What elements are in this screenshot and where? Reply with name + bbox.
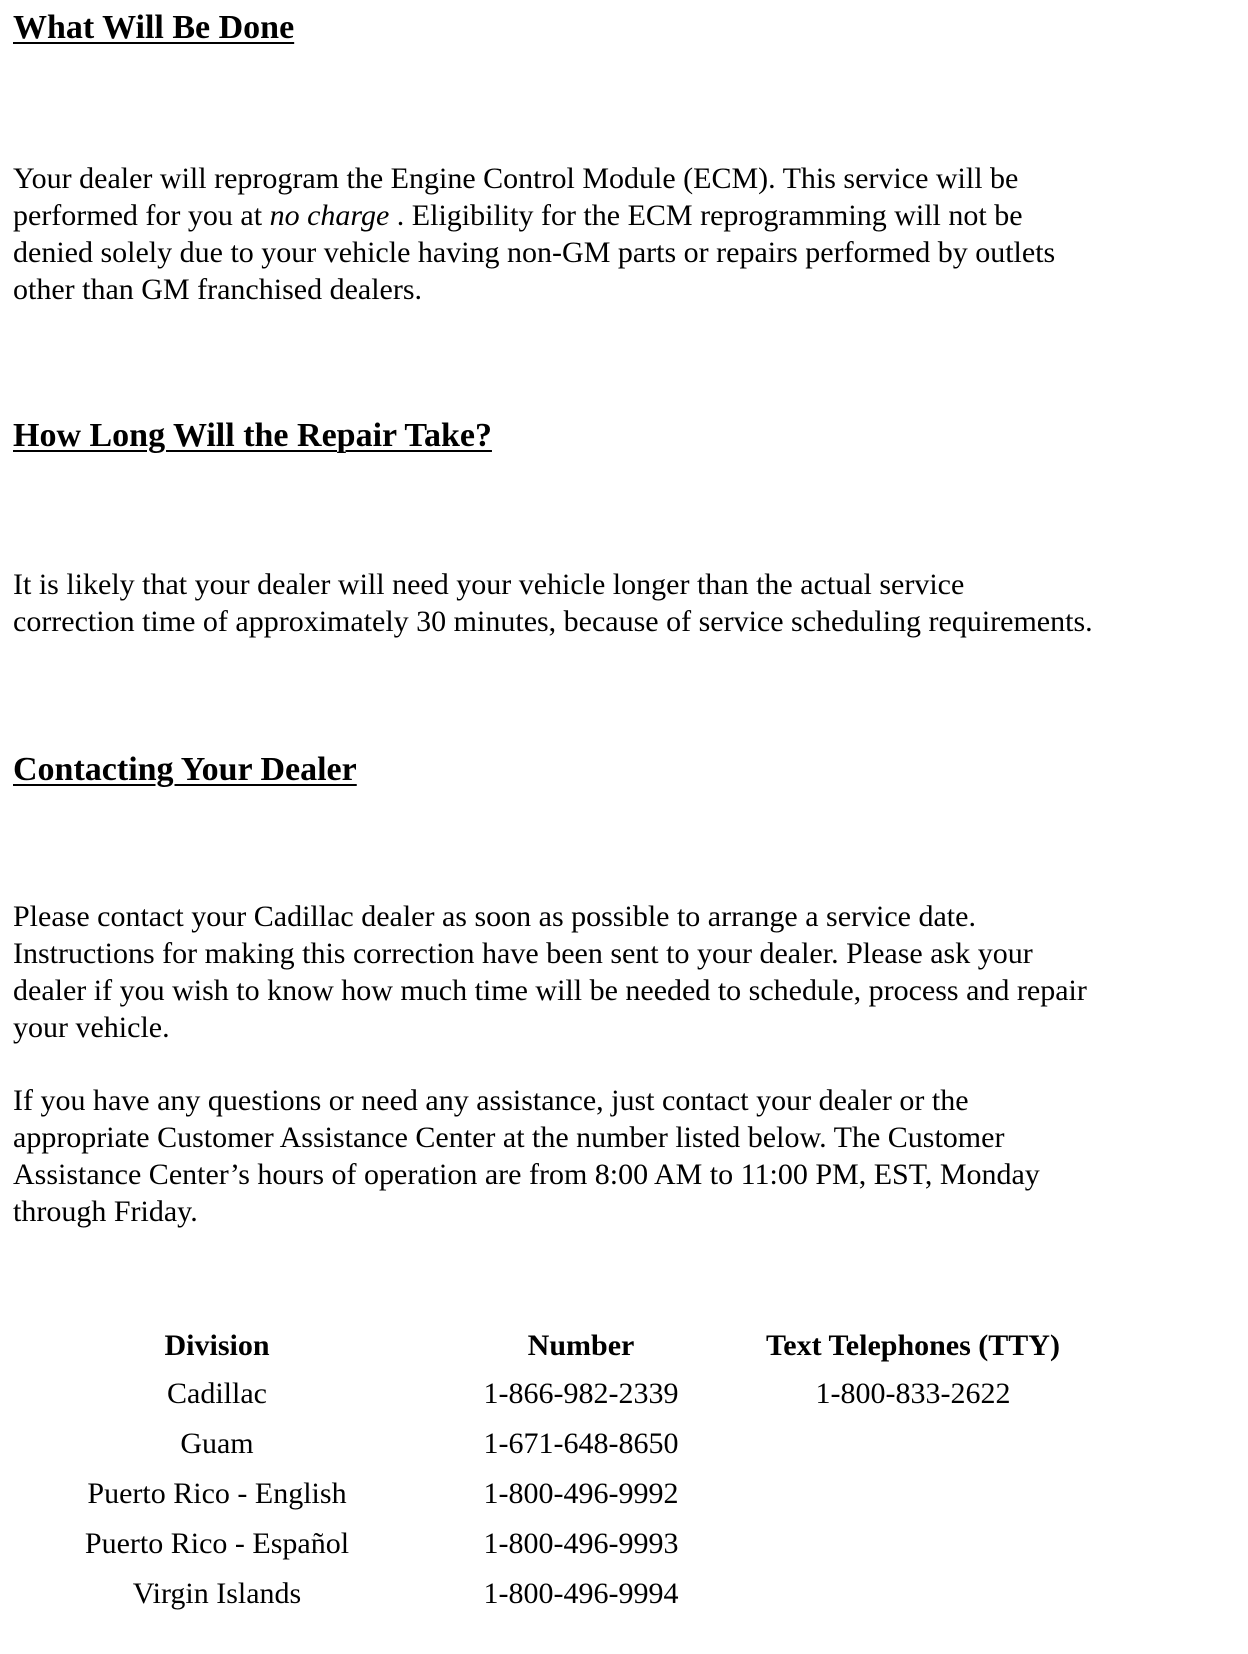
- contact-table: [0, 1323, 1098, 1619]
- division-cell: Puerto Rico - English: [87, 1477, 347, 1510]
- paragraph-how-long: [13, 566, 1228, 640]
- heading-what-will-be-done: What Will Be Done: [13, 9, 295, 46]
- tty-cell: [728, 1569, 1098, 1619]
- text-line: dealer if you wish to know how much time will be needed to schedule, process and repair: [13, 974, 1087, 1007]
- paragraph-assistance: [13, 1082, 1228, 1230]
- text-line: through Friday.: [13, 1195, 198, 1228]
- table-header-row: [0, 1323, 1098, 1369]
- header-division: Division: [164, 1329, 270, 1362]
- tty-cell: [728, 1469, 1098, 1519]
- tty-cell: [728, 1519, 1098, 1569]
- table-row: [0, 1519, 1098, 1569]
- text-line: your vehicle.: [13, 1011, 170, 1044]
- table-row: [0, 1369, 1098, 1419]
- heading-contacting-dealer: Contacting Your Dealer: [13, 751, 357, 788]
- division-cell: Puerto Rico - Español: [84, 1527, 350, 1560]
- text-line: Assistance Center’s hours of operation are from 8:00 AM to 11:00 PM, EST, Monday: [13, 1158, 1040, 1191]
- text-line: If you have any questions or need any assistance, just contact your dealer or the: [13, 1084, 969, 1117]
- table-row: [0, 1569, 1098, 1619]
- table-row: [0, 1419, 1098, 1469]
- division-cell: Cadillac: [167, 1377, 267, 1410]
- paragraph-what-will-be-done: [13, 160, 1228, 308]
- text-line: correction time of approximately 30 minutes, because of service scheduling requirements.: [13, 605, 1093, 638]
- text-line: Please contact your Cadillac dealer as soon as possible to arrange a service date.: [13, 900, 976, 933]
- table-row: [0, 1469, 1098, 1519]
- header-number: Number: [527, 1329, 635, 1362]
- number-cell: 1-800-496-9993: [483, 1527, 679, 1560]
- text-line: Your dealer will reprogram the Engine Control Module (ECM). This service will be: [13, 162, 1019, 195]
- heading-how-long: How Long Will the Repair Take?: [13, 417, 492, 454]
- tty-cell: 1-800-833-2622: [815, 1377, 1011, 1410]
- text-line: denied solely due to your vehicle having non-GM parts or repairs performed by outlets: [13, 236, 1056, 269]
- paragraph-contact-dealer: [13, 898, 1228, 1046]
- header-tty: Text Telephones (TTY): [766, 1329, 1060, 1362]
- number-cell: 1-866-982-2339: [483, 1377, 679, 1410]
- text-line: other than GM franchised dealers.: [13, 273, 423, 306]
- number-cell: 1-800-496-9992: [483, 1477, 679, 1510]
- text-line: performed for you at no charge . Eligibility for the ECM reprogramming will not be: [13, 199, 1023, 232]
- division-cell: Virgin Islands: [132, 1577, 302, 1610]
- tty-cell: [728, 1419, 1098, 1469]
- number-cell: 1-671-648-8650: [483, 1427, 679, 1460]
- text-line: Instructions for making this correction have been sent to your dealer. Please ask your: [13, 937, 1033, 970]
- text-line: It is likely that your dealer will need your vehicle longer than the actual service: [13, 568, 965, 601]
- text-line: appropriate Customer Assistance Center at the number listed below. The Customer: [13, 1121, 1005, 1154]
- number-cell: 1-800-496-9994: [483, 1577, 679, 1610]
- division-cell: Guam: [180, 1427, 254, 1460]
- no-charge-emphasis: no charge: [269, 199, 390, 232]
